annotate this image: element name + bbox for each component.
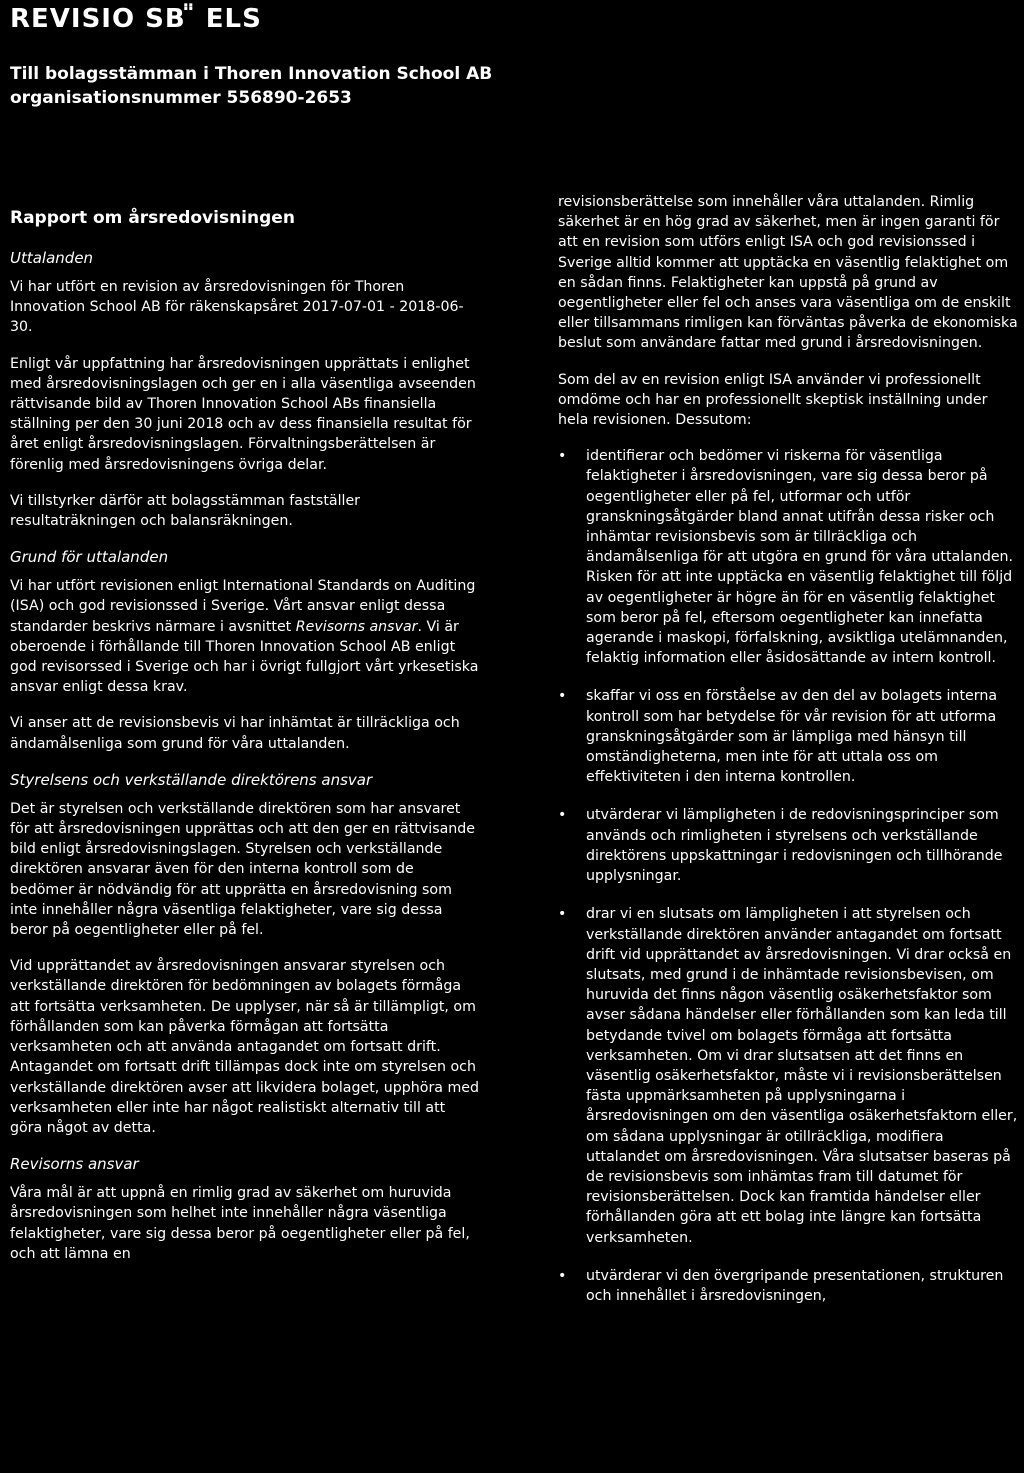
paragraph: Det är styrelsen och verkställande direktören som har ansvaret för att årsredovisningen upprättas och att den ger en rättvisande bild enligt årsredovisningslagen. Styrelsen och verkställande direktören ansvarar även för den interna kontroll som de bedömer är nödvändig för att upprätta en årsredovisning som inte innehåller några väsentliga felaktigheter, vare sig dessa beror på oegentligheter eller på fel. <box>10 800 476 939</box>
paragraph: revisionsberättelse som innehåller våra uttalanden. Rimlig säkerhet är en hög grad av säkerhet, men är ingen garanti för att en revision som utförs enligt ISA och god revisionssed i Sverige alltid kommer att upptäcka en väsentlig felaktighet om en sådan finns. Felaktigheter kan uppstå på grund av oegentligheter eller fel och anses vara väsentliga om de enskilt eller tillsammans rimligen kan förväntas påverka de ekonomiska beslut som användare fattar med grund i årsredovisningen. <box>558 194 1018 352</box>
paragraph: Våra mål är att uppnå en rimlig grad av säkerhet om huruvida årsredovisningen som helhet inte innehåller några väsentliga felaktigheter, vare sig dessa beror på oegentligheter eller på fel, och att lämna en <box>10 1185 470 1262</box>
audit-procedures-list <box>558 446 1020 1306</box>
paragraph: Vi tillstyrker därför att bolagsstämman fastställer resultaträkningen och balansräkningen. <box>10 492 361 530</box>
left-column <box>10 196 480 1264</box>
addressee-block <box>10 62 492 110</box>
list-item: • identifierar och bedömer vi riskerna för väsentliga felaktigheter i årsredovisningen, vare sig dessa beror på oegentligheter eller på fel, utformar och utför granskningsåtgärder bland annat utifrån dessa risker och inhämtar revisionsbevis som är tillräckliga och ändamålsenliga för att utgöra en grund för våra uttalanden. Risken för att inte upptäcka en väsentlig felaktighet till följd av oegentligheter är högre än för en väsentlig felaktighet som beror på fel, eftersom oegentligheter kan innefatta agerande i maskopi, förfalskning, avsiktliga utelämnanden, felaktig information eller åsidosättande av intern kontroll. <box>558 446 1020 668</box>
paragraph <box>10 576 480 697</box>
section-heading-uttalanden: Uttalanden <box>10 249 94 267</box>
paragraph: Vid upprättandet av årsredovisningen ansvarar styrelsen och verkställande direktören för bedömningen av bolagets förmåga att fortsätta verksamheten. De upplyser, när så är tillämpligt, om förhållanden som kan påverka förmågan att fortsätta verksamheten och att använda antagandet om fortsatt drift. Antagandet om fortsatt drift tillämpas dock inte om styrelsen och verkställande direktören avser att likvidera bolaget, upphöra med verksamheten eller inte har något realistiskt alternativ till att göra något av detta. <box>10 958 480 1136</box>
addressee-line: Till bolagsstämman i Thoren Innovation School AB <box>10 64 493 84</box>
paragraph: Som del av en revision enligt ISA använder vi professionellt omdöme och har en professionellt skeptisk inställning under hela revisionen. Dessutom: <box>558 371 988 429</box>
organisation-number: organisationsnummer 556890-2653 <box>10 88 352 108</box>
paragraph: Enligt vår uppfattning har årsredovisningen upprättats i enlighet med årsredovisningslagen och ger en i alla väsentliga avseenden rättvisande bild av Thoren Innovation School ABs finansiella ställning per den 30 juni 2018 och av dess finansiella resultat för året enligt årsredovisningslagen. Förvaltningsberättelsen är förenlig med årsredovisningens övriga delar. <box>10 355 476 473</box>
list-item: • utvärderar vi lämpligheten i de redovisningsprinciper som används och rimligheten i styrelsens och verkställande direktörens uppskattningar i redovisningen och tillhörande upplysningar. <box>558 805 1020 886</box>
paragraph-text: . Vi är oberoende i förhållande till Thoren Innovation School AB enligt god revisorssed i Sverige och har i övrigt fullgjort vårt yrkesetiska ansvar enligt dessa krav. <box>10 618 479 696</box>
paragraph: Vi anser att de revisionsbevis vi har inhämtat är tillräckliga och ändamålsenliga som grund för våra uttalanden. <box>10 715 460 752</box>
list-item: • drar vi en slutsats om lämpligheten i att styrelsen och verkställande direktören använder antagandet om fortsatt drift vid upprättandet av årsredovisningen. Vi drar också en slutsats, med grund i de inhämtade revisionsbevisen, om huruvida det finns någon väsentlig osäkerhetsfaktor som avser sådana händelser eller förhållanden som kan leda till betydande tvivel om bolagets förmåga att fortsätta verksamheten. Om vi drar slutsatsen att det finns en väsentlig osäkerhetsfaktor, måste vi i revisionsberättelsen fästa uppmärksamheten på upplysningarna i årsredovisningen om den väsentliga osäkerhetsfaktorn eller, om sådana upplysningar är otillräckliga, modifiera uttalandet om årsredovisningen. Våra slutsatser baseras på de revisionsbevis som inhämtas fram till datumet för revisionsberättelsen. Dock kan framtida händelser eller förhållanden göra att ett bolag inte längre kan fortsätta verksamheten. <box>558 904 1020 1247</box>
paragraph-text: Vi har utfört revisionen enligt International Standards on Auditing (ISA) och god revisionssed i Sverige. Vårt ansvar enligt dessa standarder beskrivs närmare i avsnittet <box>10 578 476 635</box>
document-title: REVISIO SB ̈̈ ELS <box>10 4 262 34</box>
list-item: • utvärderar vi den övergripande presentationen, strukturen och innehållet i årsredovisningen, <box>558 1266 1020 1306</box>
paragraph: Vi har utfört en revision av årsredovisningen för Thoren Innovation School AB för räkenskapsåret 2017-07-01 - 2018-06-30. <box>10 279 464 336</box>
report-title: Rapport om årsredovisningen <box>10 208 295 228</box>
right-column <box>558 192 1020 1324</box>
section-heading-grund: Grund för uttalanden <box>10 548 169 567</box>
section-reference: Revisorns ansvar <box>295 618 418 635</box>
section-heading-styrelsen: Styrelsens och verkställande direktörens ansvar <box>10 770 373 789</box>
list-item: • skaffar vi oss en förståelse av den del av bolagets interna kontroll som har betydelse för vår revision för att utforma granskningsåtgärder som är lämpliga med hänsyn till omständigheterna, men inte för att uttala oss om effektiviteten i den interna kontrollen. <box>558 686 1020 787</box>
section-heading-revisorns: Revisorns ansvar <box>10 1155 139 1174</box>
